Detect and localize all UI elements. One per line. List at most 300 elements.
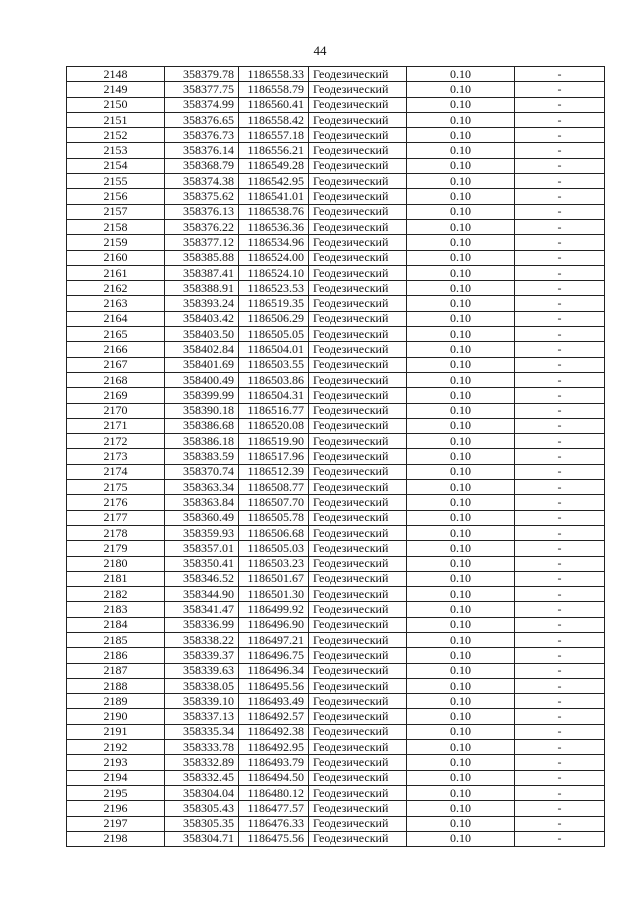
- x-coordinate-cell: 358376.22: [165, 219, 239, 234]
- method-cell: Геодезический: [309, 587, 407, 602]
- method-cell: Геодезический: [309, 525, 407, 540]
- accuracy-cell: 0.10: [407, 831, 515, 846]
- note-cell: -: [515, 785, 605, 800]
- x-coordinate-cell: 358399.99: [165, 388, 239, 403]
- method-cell: Геодезический: [309, 342, 407, 357]
- table-row: [67, 510, 605, 525]
- accuracy-cell: 0.10: [407, 174, 515, 189]
- note-cell: -: [515, 816, 605, 831]
- accuracy-cell: 0.10: [407, 663, 515, 678]
- x-coordinate-cell: 358363.34: [165, 480, 239, 495]
- table-row: [67, 372, 605, 387]
- point-number-cell: 2174: [67, 464, 165, 479]
- accuracy-cell: 0.10: [407, 770, 515, 785]
- accuracy-cell: 0.10: [407, 480, 515, 495]
- y-coordinate-cell: 1186504.01: [239, 342, 309, 357]
- note-cell: -: [515, 219, 605, 234]
- method-cell: Геодезический: [309, 556, 407, 571]
- x-coordinate-cell: 358332.89: [165, 755, 239, 770]
- point-number-cell: 2182: [67, 587, 165, 602]
- point-number-cell: 2160: [67, 250, 165, 265]
- note-cell: -: [515, 250, 605, 265]
- y-coordinate-cell: 1186506.29: [239, 311, 309, 326]
- x-coordinate-cell: 358368.79: [165, 158, 239, 173]
- note-cell: -: [515, 678, 605, 693]
- y-coordinate-cell: 1186558.42: [239, 112, 309, 127]
- y-coordinate-cell: 1186501.67: [239, 571, 309, 586]
- table-row: [67, 724, 605, 739]
- note-cell: -: [515, 372, 605, 387]
- y-coordinate-cell: 1186499.92: [239, 602, 309, 617]
- point-number-cell: 2168: [67, 372, 165, 387]
- table-row: [67, 587, 605, 602]
- point-number-cell: 2159: [67, 235, 165, 250]
- note-cell: -: [515, 281, 605, 296]
- x-coordinate-cell: 358401.69: [165, 357, 239, 372]
- point-number-cell: 2177: [67, 510, 165, 525]
- x-coordinate-cell: 358402.84: [165, 342, 239, 357]
- y-coordinate-cell: 1186495.56: [239, 678, 309, 693]
- accuracy-cell: 0.10: [407, 541, 515, 556]
- note-cell: -: [515, 755, 605, 770]
- accuracy-cell: 0.10: [407, 587, 515, 602]
- method-cell: Геодезический: [309, 617, 407, 632]
- point-number-cell: 2151: [67, 112, 165, 127]
- method-cell: Геодезический: [309, 67, 407, 82]
- accuracy-cell: 0.10: [407, 265, 515, 280]
- table-row: [67, 97, 605, 112]
- accuracy-cell: 0.10: [407, 67, 515, 82]
- point-number-cell: 2195: [67, 785, 165, 800]
- note-cell: -: [515, 541, 605, 556]
- x-coordinate-cell: 358332.45: [165, 770, 239, 785]
- note-cell: -: [515, 801, 605, 816]
- note-cell: -: [515, 327, 605, 342]
- accuracy-cell: 0.10: [407, 785, 515, 800]
- point-number-cell: 2163: [67, 296, 165, 311]
- x-coordinate-cell: 358375.62: [165, 189, 239, 204]
- point-number-cell: 2192: [67, 740, 165, 755]
- table-row: [67, 663, 605, 678]
- method-cell: Геодезический: [309, 97, 407, 112]
- y-coordinate-cell: 1186496.75: [239, 648, 309, 663]
- note-cell: -: [515, 694, 605, 709]
- accuracy-cell: 0.10: [407, 311, 515, 326]
- x-coordinate-cell: 358376.73: [165, 128, 239, 143]
- table-row: [67, 770, 605, 785]
- note-cell: -: [515, 357, 605, 372]
- note-cell: -: [515, 235, 605, 250]
- y-coordinate-cell: 1186492.57: [239, 709, 309, 724]
- x-coordinate-cell: 358393.24: [165, 296, 239, 311]
- method-cell: Геодезический: [309, 755, 407, 770]
- note-cell: -: [515, 831, 605, 846]
- method-cell: Геодезический: [309, 770, 407, 785]
- table-row: [67, 112, 605, 127]
- table-row: [67, 541, 605, 556]
- y-coordinate-cell: 1186542.95: [239, 174, 309, 189]
- method-cell: Геодезический: [309, 816, 407, 831]
- method-cell: Геодезический: [309, 158, 407, 173]
- point-number-cell: 2178: [67, 525, 165, 540]
- x-coordinate-cell: 358338.05: [165, 678, 239, 693]
- x-coordinate-cell: 358377.75: [165, 82, 239, 97]
- table-row: [67, 219, 605, 234]
- x-coordinate-cell: 358304.71: [165, 831, 239, 846]
- point-number-cell: 2193: [67, 755, 165, 770]
- note-cell: -: [515, 464, 605, 479]
- method-cell: Геодезический: [309, 678, 407, 693]
- x-coordinate-cell: 358339.10: [165, 694, 239, 709]
- x-coordinate-cell: 358370.74: [165, 464, 239, 479]
- y-coordinate-cell: 1186536.36: [239, 219, 309, 234]
- method-cell: Геодезический: [309, 143, 407, 158]
- y-coordinate-cell: 1186477.57: [239, 801, 309, 816]
- note-cell: -: [515, 418, 605, 433]
- point-number-cell: 2175: [67, 480, 165, 495]
- table-row: [67, 678, 605, 693]
- method-cell: Геодезический: [309, 449, 407, 464]
- note-cell: -: [515, 740, 605, 755]
- y-coordinate-cell: 1186494.50: [239, 770, 309, 785]
- point-number-cell: 2148: [67, 67, 165, 82]
- accuracy-cell: 0.10: [407, 816, 515, 831]
- table-row: [67, 311, 605, 326]
- table-row: [67, 434, 605, 449]
- note-cell: -: [515, 556, 605, 571]
- note-cell: -: [515, 770, 605, 785]
- method-cell: Геодезический: [309, 831, 407, 846]
- point-number-cell: 2194: [67, 770, 165, 785]
- accuracy-cell: 0.10: [407, 204, 515, 219]
- note-cell: -: [515, 587, 605, 602]
- method-cell: Геодезический: [309, 724, 407, 739]
- point-number-cell: 2197: [67, 816, 165, 831]
- table-row: [67, 342, 605, 357]
- y-coordinate-cell: 1186493.79: [239, 755, 309, 770]
- table-row: [67, 250, 605, 265]
- table-row: [67, 281, 605, 296]
- note-cell: -: [515, 510, 605, 525]
- x-coordinate-cell: 358376.14: [165, 143, 239, 158]
- method-cell: Геодезический: [309, 418, 407, 433]
- method-cell: Геодезический: [309, 128, 407, 143]
- note-cell: -: [515, 265, 605, 280]
- method-cell: Геодезический: [309, 357, 407, 372]
- point-number-cell: 2185: [67, 632, 165, 647]
- table-row: [67, 204, 605, 219]
- x-coordinate-cell: 358363.84: [165, 495, 239, 510]
- y-coordinate-cell: 1186504.31: [239, 388, 309, 403]
- note-cell: -: [515, 632, 605, 647]
- table-row: [67, 495, 605, 510]
- table-row: [67, 235, 605, 250]
- accuracy-cell: 0.10: [407, 525, 515, 540]
- y-coordinate-cell: 1186506.68: [239, 525, 309, 540]
- x-coordinate-cell: 358337.13: [165, 709, 239, 724]
- accuracy-cell: 0.10: [407, 342, 515, 357]
- point-number-cell: 2171: [67, 418, 165, 433]
- method-cell: Геодезический: [309, 82, 407, 97]
- point-number-cell: 2158: [67, 219, 165, 234]
- y-coordinate-cell: 1186523.53: [239, 281, 309, 296]
- point-number-cell: 2179: [67, 541, 165, 556]
- method-cell: Геодезический: [309, 434, 407, 449]
- x-coordinate-cell: 358379.78: [165, 67, 239, 82]
- note-cell: -: [515, 311, 605, 326]
- note-cell: -: [515, 143, 605, 158]
- x-coordinate-cell: 358304.04: [165, 785, 239, 800]
- table-row: [67, 449, 605, 464]
- accuracy-cell: 0.10: [407, 724, 515, 739]
- y-coordinate-cell: 1186496.34: [239, 663, 309, 678]
- x-coordinate-cell: 358377.12: [165, 235, 239, 250]
- y-coordinate-cell: 1186541.01: [239, 189, 309, 204]
- table-row: [67, 464, 605, 479]
- x-coordinate-cell: 358376.65: [165, 112, 239, 127]
- y-coordinate-cell: 1186505.03: [239, 541, 309, 556]
- note-cell: -: [515, 204, 605, 219]
- point-number-cell: 2156: [67, 189, 165, 204]
- accuracy-cell: 0.10: [407, 250, 515, 265]
- point-number-cell: 2189: [67, 694, 165, 709]
- method-cell: Геодезический: [309, 265, 407, 280]
- point-number-cell: 2191: [67, 724, 165, 739]
- accuracy-cell: 0.10: [407, 388, 515, 403]
- method-cell: Геодезический: [309, 403, 407, 418]
- accuracy-cell: 0.10: [407, 801, 515, 816]
- accuracy-cell: 0.10: [407, 709, 515, 724]
- y-coordinate-cell: 1186508.77: [239, 480, 309, 495]
- y-coordinate-cell: 1186492.38: [239, 724, 309, 739]
- x-coordinate-cell: 358339.63: [165, 663, 239, 678]
- y-coordinate-cell: 1186519.90: [239, 434, 309, 449]
- method-cell: Геодезический: [309, 510, 407, 525]
- table-row: [67, 632, 605, 647]
- method-cell: Геодезический: [309, 495, 407, 510]
- x-coordinate-cell: 358383.59: [165, 449, 239, 464]
- y-coordinate-cell: 1186524.00: [239, 250, 309, 265]
- accuracy-cell: 0.10: [407, 235, 515, 250]
- table-row: [67, 327, 605, 342]
- y-coordinate-cell: 1186516.77: [239, 403, 309, 418]
- accuracy-cell: 0.10: [407, 495, 515, 510]
- point-number-cell: 2176: [67, 495, 165, 510]
- accuracy-cell: 0.10: [407, 556, 515, 571]
- y-coordinate-cell: 1186492.95: [239, 740, 309, 755]
- accuracy-cell: 0.10: [407, 617, 515, 632]
- table-row: [67, 82, 605, 97]
- accuracy-cell: 0.10: [407, 694, 515, 709]
- accuracy-cell: 0.10: [407, 296, 515, 311]
- accuracy-cell: 0.10: [407, 678, 515, 693]
- y-coordinate-cell: 1186503.23: [239, 556, 309, 571]
- table-row: [67, 740, 605, 755]
- table-row: [67, 265, 605, 280]
- point-number-cell: 2173: [67, 449, 165, 464]
- note-cell: -: [515, 663, 605, 678]
- y-coordinate-cell: 1186520.08: [239, 418, 309, 433]
- table-row: [67, 556, 605, 571]
- table-row: [67, 67, 605, 82]
- accuracy-cell: 0.10: [407, 357, 515, 372]
- table-row: [67, 694, 605, 709]
- y-coordinate-cell: 1186505.78: [239, 510, 309, 525]
- note-cell: -: [515, 709, 605, 724]
- accuracy-cell: 0.10: [407, 571, 515, 586]
- note-cell: -: [515, 434, 605, 449]
- y-coordinate-cell: 1186480.12: [239, 785, 309, 800]
- accuracy-cell: 0.10: [407, 632, 515, 647]
- accuracy-cell: 0.10: [407, 372, 515, 387]
- table-row: [67, 403, 605, 418]
- table-row: [67, 648, 605, 663]
- x-coordinate-cell: 358305.43: [165, 801, 239, 816]
- method-cell: Геодезический: [309, 174, 407, 189]
- note-cell: -: [515, 189, 605, 204]
- y-coordinate-cell: 1186501.30: [239, 587, 309, 602]
- accuracy-cell: 0.10: [407, 219, 515, 234]
- note-cell: -: [515, 480, 605, 495]
- x-coordinate-cell: 358339.37: [165, 648, 239, 663]
- note-cell: -: [515, 97, 605, 112]
- table-row: [67, 357, 605, 372]
- accuracy-cell: 0.10: [407, 327, 515, 342]
- method-cell: Геодезический: [309, 541, 407, 556]
- accuracy-cell: 0.10: [407, 434, 515, 449]
- x-coordinate-cell: 358335.34: [165, 724, 239, 739]
- x-coordinate-cell: 358344.90: [165, 587, 239, 602]
- note-cell: -: [515, 112, 605, 127]
- x-coordinate-cell: 358360.49: [165, 510, 239, 525]
- y-coordinate-cell: 1186475.56: [239, 831, 309, 846]
- method-cell: Геодезический: [309, 785, 407, 800]
- y-coordinate-cell: 1186538.76: [239, 204, 309, 219]
- x-coordinate-cell: 358305.35: [165, 816, 239, 831]
- table-row: [67, 816, 605, 831]
- method-cell: Геодезический: [309, 663, 407, 678]
- note-cell: -: [515, 82, 605, 97]
- point-number-cell: 2166: [67, 342, 165, 357]
- method-cell: Геодезический: [309, 464, 407, 479]
- accuracy-cell: 0.10: [407, 403, 515, 418]
- accuracy-cell: 0.10: [407, 143, 515, 158]
- table-row: [67, 189, 605, 204]
- method-cell: Геодезический: [309, 204, 407, 219]
- table-row: [67, 418, 605, 433]
- method-cell: Геодезический: [309, 480, 407, 495]
- y-coordinate-cell: 1186507.70: [239, 495, 309, 510]
- x-coordinate-cell: 358359.93: [165, 525, 239, 540]
- point-number-cell: 2184: [67, 617, 165, 632]
- x-coordinate-cell: 358374.99: [165, 97, 239, 112]
- point-number-cell: 2187: [67, 663, 165, 678]
- point-number-cell: 2165: [67, 327, 165, 342]
- x-coordinate-cell: 358403.42: [165, 311, 239, 326]
- table-row: [67, 158, 605, 173]
- accuracy-cell: 0.10: [407, 158, 515, 173]
- note-cell: -: [515, 128, 605, 143]
- table-row: [67, 128, 605, 143]
- point-number-cell: 2149: [67, 82, 165, 97]
- x-coordinate-cell: 358386.18: [165, 434, 239, 449]
- note-cell: -: [515, 602, 605, 617]
- method-cell: Геодезический: [309, 602, 407, 617]
- method-cell: Геодезический: [309, 801, 407, 816]
- accuracy-cell: 0.10: [407, 189, 515, 204]
- accuracy-cell: 0.10: [407, 648, 515, 663]
- point-number-cell: 2188: [67, 678, 165, 693]
- accuracy-cell: 0.10: [407, 464, 515, 479]
- method-cell: Геодезический: [309, 327, 407, 342]
- coordinates-table: [66, 66, 605, 847]
- point-number-cell: 2157: [67, 204, 165, 219]
- y-coordinate-cell: 1186558.33: [239, 67, 309, 82]
- table-row: [67, 571, 605, 586]
- accuracy-cell: 0.10: [407, 602, 515, 617]
- y-coordinate-cell: 1186519.35: [239, 296, 309, 311]
- note-cell: -: [515, 571, 605, 586]
- table-row: [67, 602, 605, 617]
- y-coordinate-cell: 1186496.90: [239, 617, 309, 632]
- method-cell: Геодезический: [309, 235, 407, 250]
- point-number-cell: 2198: [67, 831, 165, 846]
- y-coordinate-cell: 1186512.39: [239, 464, 309, 479]
- method-cell: Геодезический: [309, 281, 407, 296]
- method-cell: Геодезический: [309, 648, 407, 663]
- point-number-cell: 2167: [67, 357, 165, 372]
- point-number-cell: 2152: [67, 128, 165, 143]
- x-coordinate-cell: 358338.22: [165, 632, 239, 647]
- point-number-cell: 2150: [67, 97, 165, 112]
- point-number-cell: 2154: [67, 158, 165, 173]
- x-coordinate-cell: 358387.41: [165, 265, 239, 280]
- note-cell: -: [515, 296, 605, 311]
- y-coordinate-cell: 1186524.10: [239, 265, 309, 280]
- x-coordinate-cell: 358357.01: [165, 541, 239, 556]
- accuracy-cell: 0.10: [407, 281, 515, 296]
- coordinates-table-body: [67, 67, 605, 847]
- y-coordinate-cell: 1186505.05: [239, 327, 309, 342]
- method-cell: Геодезический: [309, 296, 407, 311]
- note-cell: -: [515, 342, 605, 357]
- method-cell: Геодезический: [309, 694, 407, 709]
- accuracy-cell: 0.10: [407, 418, 515, 433]
- x-coordinate-cell: 358341.47: [165, 602, 239, 617]
- x-coordinate-cell: 358403.50: [165, 327, 239, 342]
- point-number-cell: 2155: [67, 174, 165, 189]
- y-coordinate-cell: 1186476.33: [239, 816, 309, 831]
- x-coordinate-cell: 358350.41: [165, 556, 239, 571]
- y-coordinate-cell: 1186556.21: [239, 143, 309, 158]
- method-cell: Геодезический: [309, 571, 407, 586]
- note-cell: -: [515, 388, 605, 403]
- y-coordinate-cell: 1186497.21: [239, 632, 309, 647]
- accuracy-cell: 0.10: [407, 755, 515, 770]
- accuracy-cell: 0.10: [407, 740, 515, 755]
- table-row: [67, 755, 605, 770]
- accuracy-cell: 0.10: [407, 97, 515, 112]
- note-cell: -: [515, 67, 605, 82]
- point-number-cell: 2181: [67, 571, 165, 586]
- method-cell: Геодезический: [309, 388, 407, 403]
- x-coordinate-cell: 358388.91: [165, 281, 239, 296]
- method-cell: Геодезический: [309, 219, 407, 234]
- y-coordinate-cell: 1186503.55: [239, 357, 309, 372]
- point-number-cell: 2170: [67, 403, 165, 418]
- x-coordinate-cell: 358346.52: [165, 571, 239, 586]
- table-row: [67, 296, 605, 311]
